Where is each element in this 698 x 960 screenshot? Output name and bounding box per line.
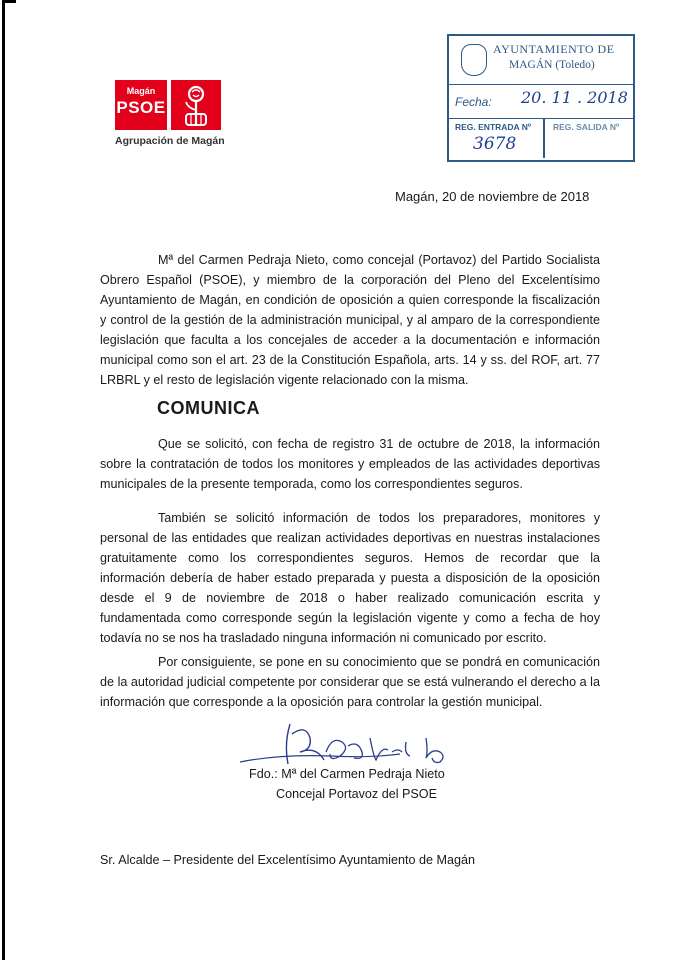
heading-comunica: COMUNICA — [157, 398, 260, 418]
place-date: Magán, 20 de noviembre de 2018 — [395, 189, 590, 204]
paragraph-conclusion-text: Por consiguiente, se pone en su conocimiento que se pondrá en comunicación de la autoridad judicial competente por considerar que se está vulnerando el derecho a la información que corresponde a la oposición para controlar la gestión municipal. — [100, 655, 600, 709]
logo-caption: Agrupación de Magán — [115, 135, 225, 147]
registry-stamp — [447, 34, 635, 162]
signatory-role: Concejal Portavoz del PSOE — [276, 787, 438, 801]
paragraph-conclusion — [100, 652, 600, 712]
signatory-name: Fdo.: Mª del Carmen Pedraja Nieto — [249, 767, 445, 781]
stamp-org-line2: MAGÁN (Toledo) — [509, 59, 595, 71]
stamp-org-line1: AYUNTAMIENTO DE — [493, 42, 615, 56]
stamp-exit-label: REG. SALIDA Nº — [553, 122, 620, 132]
logo-town: Magán — [126, 86, 156, 96]
paragraph-intro-text: Mª del Carmen Pedraja Nieto, como concejal (Portavoz) del Partido Socialista Obrero Español (PSOE), y miembro de la corporación del Pleno del Excelentísimo Ayuntamiento de Magán, en condición de oposición a quien corresponde la fiscalización y control de la gestión de la administración municipal, y al amparo de la correspondiente legislación que faculta a los concejales de acceder a la documentación e información municipal como son el art. 23 de la Constitución Española, arts. 14 y ss. del ROF, art. 77 LRBRL y el resto de legislación vigente relacionado con la misma. — [100, 253, 600, 387]
stamp-date-row — [449, 84, 633, 119]
logo-party: PSOE — [116, 98, 166, 117]
paragraph-intro — [100, 250, 600, 390]
stamp-entry-label: REG. ENTRADA Nº — [455, 122, 531, 132]
paragraph-request-text: Que se solicitó, con fecha de registro 31 de octubre de 2018, la información sobre la contratación de todos los monitores y empleados de las actividades deportivas municipales de la presente temporada, como los correspondientes seguros. — [100, 437, 600, 491]
logo-red-box — [115, 80, 167, 130]
addressee-line: Sr. Alcalde – Presidente del Excelentísimo Ayuntamiento de Magán — [100, 853, 476, 867]
stamp-date-label: Fecha: — [455, 95, 492, 109]
paragraph-details-text: También se solicitó información de todos los preparadores, monitores y personal de las entidades que realizan actividades deportivas en nuestras instalaciones gratuitamente como los correspondientes seguros. Hemos de recordar que la información debería de haber estado preparada y puesta a disposición de la oposición desde el 9 de noviembre de 2018 o haber realizado comunicación escrita y fundamentada como corresponde según la legislación vigente y como a fecha de hoy todavía no se nos ha trasladado ninguna información ni comunicado por escrito. — [100, 511, 600, 645]
stamp-divider — [543, 118, 545, 158]
coat-of-arms-icon — [461, 44, 487, 76]
paragraph-details — [100, 508, 600, 648]
stamp-entry-number: 3678 — [473, 134, 517, 154]
scan-edge-mark — [2, 0, 6, 960]
stamp-header — [449, 36, 633, 85]
rose-fist-icon — [171, 80, 221, 130]
stamp-date-value: 20. 11 . 2018 — [521, 88, 628, 107]
stamp-registry-row — [449, 118, 633, 158]
paragraph-request — [100, 434, 600, 494]
